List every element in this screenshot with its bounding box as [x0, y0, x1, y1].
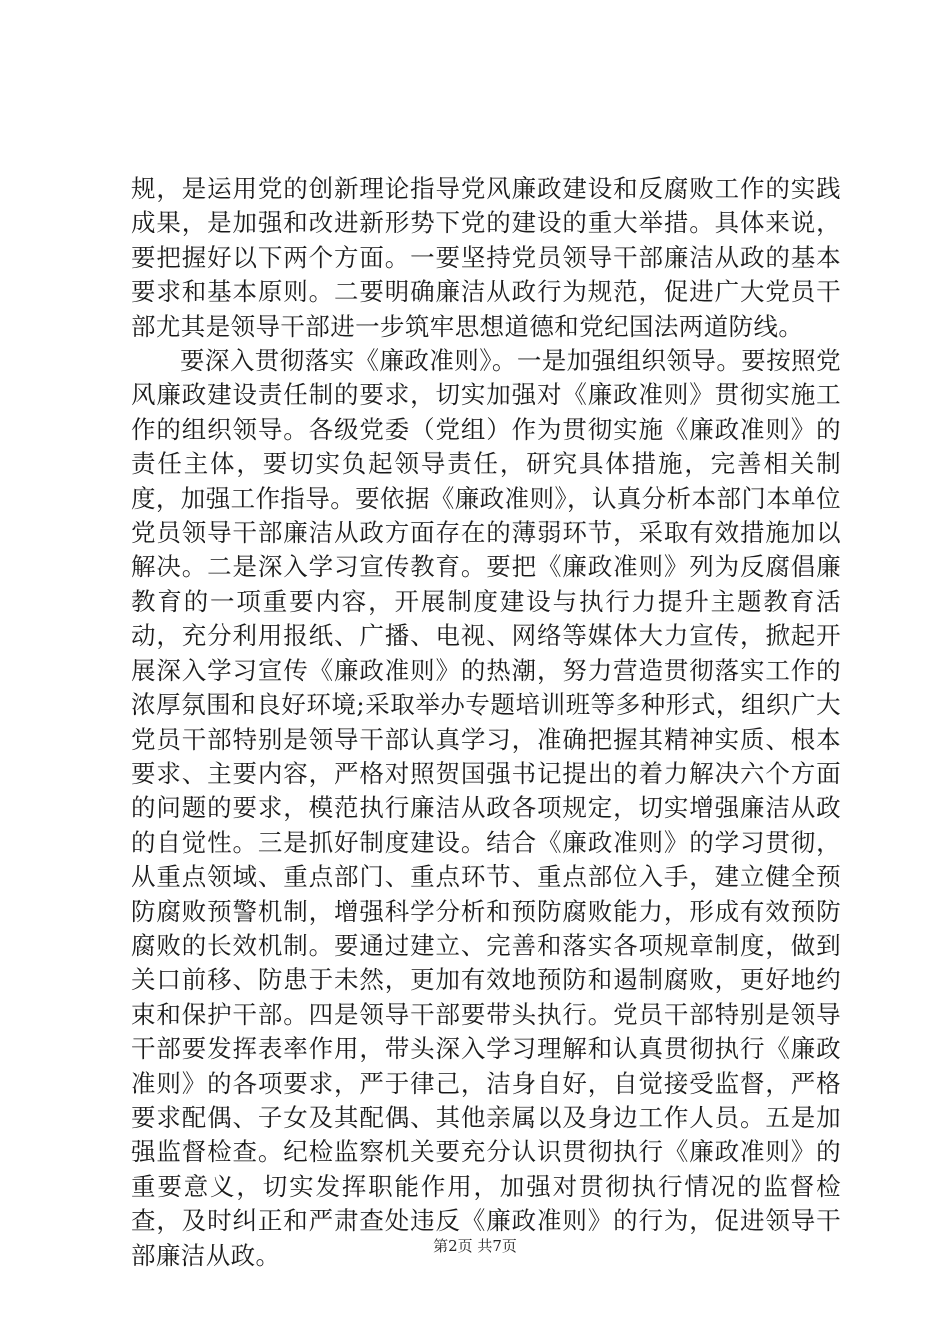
paragraph-continuation: 规，是运用党的创新理论指导党风廉政建设和反腐败工作的实践成果，是加强和改进新形势下党的建设的重大举措。具体来说，要把握好以下两个方面。一要坚持党员领导干部廉洁从政的基本要求和基本原则。二要明确廉洁从政行为规范，促进广大党员干部尤其是领导干部进一步筑牢思想道德和党纪国法两道防线。 — [131, 174, 841, 341]
page-footer — [0, 1235, 950, 1256]
page-number-label: 第2页 共7页 — [433, 1237, 517, 1255]
paragraph-implementation: 要深入贯彻落实《廉政准则》。一是加强组织领导。要按照党风廉政建设责任制的要求，切实加强对《廉政准则》贯彻实施工作的组织领导。各级党委（党组）作为贯彻实施《廉政准则》的责任主体，要切实负起领导责任，研究具体措施，完善相关制度，加强工作指导。要依据《廉政准则》，认真分析本部门本单位党员领导干部廉洁从政方面存在的薄弱环节，采取有效措施加以解决。二是深入学习宣传教育。要把《廉政准则》列为反腐倡廉教育的一项重要内容，开展制度建设与执行力提升主题教育活动，充分利用报纸、广播、电视、网络等媒体大力宣传，掀起开展深入学习宣传《廉政准则》的热潮，努力营造贯彻落实工作的浓厚氛围和良好环境;采取举办专题培训班等多种形式，组织广大党员干部特别是领导干部认真学习，准确把握其精神实质、根本要求、主要内容，严格对照贺国强书记提出的着力解决六个方面的问题的要求，模范执行廉洁从政各项规定，切实增强廉洁从政的自觉性。三是抓好制度建设。结合《廉政准则》的学习贯彻，从重点领域、重点部门、重点环节、重点部位入手，建立健全预防腐败预警机制，增强科学分析和预防腐败能力，形成有效预防腐败的长效机制。要通过建立、完善和落实各项规章制度，做到关口前移、防患于未然，更加有效地预防和遏制腐败，更好地约束和保护干部。四是领导干部要带头执行。党员干部特别是领导干部要发挥表率作用，带头深入学习理解和认真贯彻执行《廉政准则》的各项要求，严于律己，洁身自好，自觉接受监督，严格要求配偶、子女及其配偶、其他亲属以及身边工作人员。五是加强监督检查。纪检监察机关要充分认识贯彻执行《廉政准则》的重要意义，切实发挥职能作用，加强对贯彻执行情况的监督检查，及时纠正和严肃查处违反《廉政准则》的行为，促进领导干部廉洁从政。 — [131, 346, 841, 1270]
document-body — [131, 172, 841, 1273]
